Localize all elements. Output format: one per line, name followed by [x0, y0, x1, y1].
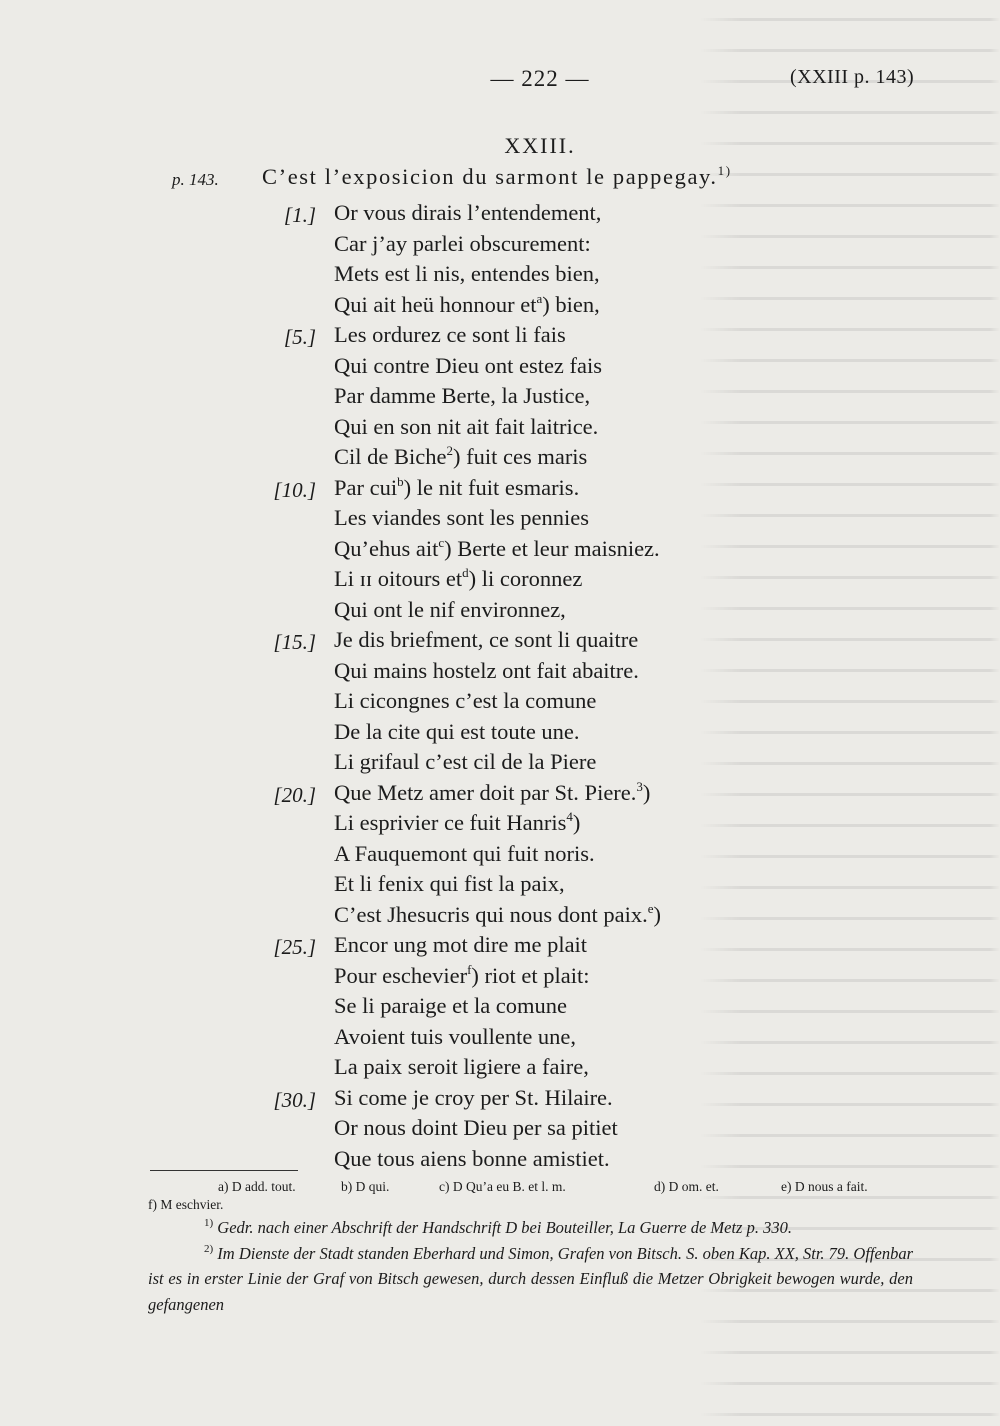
header-reference: (XXIII p. 143) — [790, 66, 915, 88]
note-marker: a — [536, 290, 543, 306]
verse-line — [0, 1085, 1000, 1115]
variant-notes — [148, 1178, 918, 1214]
verse-line — [0, 963, 1000, 993]
verse-line — [0, 353, 1000, 383]
variant-note-b: b) D qui. — [341, 1179, 390, 1194]
verse-line — [0, 322, 1000, 352]
verse-text-main: Car j’ay parlei obscurement: — [334, 230, 591, 256]
verse-text — [334, 1085, 613, 1111]
verse-text-main: Que tous aiens bonne amistiet. — [334, 1145, 610, 1171]
verse-text-main: Par cui — [334, 474, 398, 500]
note-marker: 2 — [446, 443, 453, 458]
verse-text — [334, 658, 639, 684]
verse-line — [0, 475, 1000, 505]
footnote-marker: 2) — [204, 1242, 214, 1255]
verse-text — [334, 871, 565, 897]
verse-text — [334, 627, 638, 653]
verse-text — [334, 322, 566, 348]
verse-line — [0, 993, 1000, 1023]
poem-title-text: C’est l’exposicion du sarmont le pappegay. — [262, 164, 718, 189]
verse-text — [334, 688, 596, 714]
verse-text-main: Li esprivier ce fuit Hanris — [334, 810, 567, 835]
verse-text — [334, 597, 566, 623]
verse-text — [334, 292, 600, 318]
title-footnote-marker: 1) — [717, 163, 732, 178]
verse-text-continuation: ) li coronnez — [468, 566, 583, 591]
footnote-rule — [150, 1170, 298, 1171]
verse-text-main: Je dis briefment, ce sont li quaitre — [334, 627, 639, 652]
verse-line — [0, 536, 1000, 566]
note-marker: f — [467, 961, 472, 977]
poem-title — [262, 164, 732, 190]
verse-number: [25.] — [273, 935, 316, 959]
verse-text-main: Qui ont le nif environnez, — [334, 596, 566, 622]
verse-line — [0, 383, 1000, 413]
footnote-marker: 1) — [204, 1217, 214, 1229]
verse-line — [0, 902, 1000, 932]
verse-text — [334, 810, 580, 836]
verse-text-continuation: ) fuit ces maris — [452, 444, 588, 469]
footnote-2 — [148, 1241, 913, 1318]
verse-line — [0, 231, 1000, 261]
verse-text — [334, 719, 580, 745]
verse-text — [334, 383, 590, 409]
verse-number: [30.] — [273, 1087, 316, 1112]
page-number: — 222 — — [490, 66, 590, 91]
verse-text-main: Par damme Berte, la Justice, — [334, 383, 591, 408]
footnote-text: Im Dienste der Stadt standen Eberhard und Simon, Grafen von Bitsch. S. oben Kap. XX, Str. 79. Offenbar ist es in erster Linie der Graf von Bitsch gewesen, durch dessen Einfluß die Metzer Obrigkeit bewogen wurde, den gefangenen — [148, 1243, 913, 1314]
variant-note-c: c) D Qu’a eu B. et l. m. — [439, 1179, 566, 1194]
verse-line — [0, 749, 1000, 779]
verse-text-continuation: ) bien, — [542, 291, 600, 317]
verse-text — [334, 1115, 618, 1141]
verse-text-continuation: ) le nit fuit esmaris. — [403, 474, 580, 500]
verse-text — [334, 536, 660, 562]
verse-text-main: Li cicongnes c’est la comune — [334, 688, 597, 713]
verse-text — [334, 993, 567, 1019]
verse-number: [15.] — [273, 630, 316, 654]
verse-number: [5.] — [283, 325, 316, 349]
verse-text — [334, 1146, 610, 1172]
verse-text-main: Li ɪɪ oitours et — [334, 566, 463, 591]
verse-text-main: Qu’ehus ait — [334, 535, 439, 561]
variant-notes-line-1 — [148, 1178, 918, 1196]
verse-text — [334, 261, 600, 287]
verse-line — [0, 444, 1000, 474]
verse-text-main: Encor ung mot dire me plait — [334, 932, 588, 957]
verse-text — [334, 841, 595, 867]
verse-text — [334, 414, 598, 440]
verse-text — [334, 444, 587, 470]
verse-line — [0, 627, 1000, 657]
verse-line — [0, 719, 1000, 749]
verse-line — [0, 841, 1000, 871]
note-marker: c — [438, 534, 445, 550]
verse-text-continuation: ) Berte et leur maisniez. — [444, 535, 660, 561]
verse-text-main: Li grifaul c’est cil de la Piere — [334, 749, 597, 774]
verse-text-main: La paix seroit ligiere a faire, — [334, 1054, 589, 1079]
verse-line — [0, 505, 1000, 535]
section-number: XXIII. — [504, 133, 576, 158]
verse-text — [334, 902, 661, 928]
variant-note-a: a) D add. tout. — [218, 1179, 296, 1194]
verse-text-continuation: ) riot et plait: — [471, 962, 590, 988]
verse-text-main: Que Metz amer doit par St. Piere. — [334, 779, 637, 805]
verse-text — [334, 932, 587, 958]
verse-line — [0, 1115, 1000, 1145]
verse-text-main: C’est Jhesucris qui nous dont paix. — [334, 901, 648, 927]
verse-text-main: Qui mains hostelz ont fait abaitre. — [334, 657, 639, 683]
verse-text — [334, 1024, 576, 1050]
note-marker: e — [647, 900, 654, 916]
verse-line — [0, 200, 1000, 230]
verse-text — [334, 475, 579, 501]
verse-text-main: Les ordurez ce sont li fais — [334, 322, 566, 347]
verse-text-continuation: ) — [653, 901, 662, 927]
verse-text-main: Si come je croy per St. Hilaire. — [334, 1084, 613, 1110]
note-marker: b — [397, 473, 404, 489]
verse-text-main: Pour eschevier — [334, 962, 468, 988]
verse-text-main: Cil de Biche — [334, 444, 447, 469]
verse-line — [0, 414, 1000, 444]
verse-text-main: Avoient tuis voullente une, — [334, 1023, 577, 1049]
variant-notes-line-2 — [148, 1196, 918, 1214]
verse-text-main: Qui ait heü honnour et — [334, 291, 537, 317]
margin-page-reference: p. 143. — [172, 170, 219, 189]
verse-text-main: Et li fenix qui fist la paix, — [334, 871, 565, 896]
verse-line — [0, 871, 1000, 901]
verse-line — [0, 597, 1000, 627]
verse-text — [334, 353, 602, 379]
verse-line — [0, 688, 1000, 718]
verse-line — [0, 1146, 1000, 1176]
verse-text — [334, 780, 650, 806]
verse-number: [20.] — [273, 782, 316, 807]
verse-text-main: Or vous dirais l’entendement, — [334, 200, 602, 225]
verse-text-continuation: ) — [572, 810, 581, 835]
verse-text — [334, 1054, 589, 1080]
footnote-1 — [148, 1215, 913, 1241]
note-marker: d — [462, 565, 469, 580]
verse-line — [0, 1024, 1000, 1054]
variant-note-f: f) M eschvier. — [148, 1197, 224, 1212]
verse-text-main: Qui en son nit ait fait laitrice. — [334, 413, 599, 439]
verse-number: [1.] — [283, 203, 316, 227]
verse-line — [0, 261, 1000, 291]
note-marker: 3 — [636, 778, 643, 794]
verse-number: [10.] — [273, 477, 316, 502]
verse-text-main: Les viandes sont les pennies — [334, 505, 589, 530]
verse-line — [0, 932, 1000, 962]
verse-line — [0, 780, 1000, 810]
verse-text-main: A Fauquemont qui fuit noris. — [334, 840, 595, 866]
verse-text — [334, 749, 596, 775]
verse-text-main: Or nous doint Dieu per sa pitiet — [334, 1115, 618, 1140]
verse-text — [334, 200, 601, 226]
verse-text-main: De la cite qui est toute une. — [334, 718, 580, 744]
verse-text-continuation: ) — [642, 779, 651, 805]
variant-note-e: e) D nous a fait. — [781, 1179, 868, 1194]
verse-text-main: Se li paraige et la comune — [334, 993, 568, 1018]
verse-text-main: Mets est li nis, entendes bien, — [334, 261, 600, 286]
verse-line — [0, 1054, 1000, 1084]
verse-line — [0, 292, 1000, 322]
verse-text-main: Qui contre Dieu ont estez fais — [334, 352, 603, 378]
footnotes — [148, 1215, 913, 1317]
running-header — [0, 60, 1000, 100]
verse-text — [334, 231, 591, 257]
footnote-text: Gedr. nach einer Abschrift der Handschrift D bei Bouteiller, La Guerre de Metz p. 330. — [217, 1218, 792, 1237]
verse-text — [334, 963, 590, 989]
note-marker: 4 — [566, 809, 573, 824]
verse-line — [0, 658, 1000, 688]
verse-text — [334, 566, 582, 592]
verse-line — [0, 810, 1000, 840]
verse-text — [334, 505, 589, 531]
verse-line — [0, 566, 1000, 596]
variant-note-d: d) D om. et. — [654, 1179, 719, 1194]
